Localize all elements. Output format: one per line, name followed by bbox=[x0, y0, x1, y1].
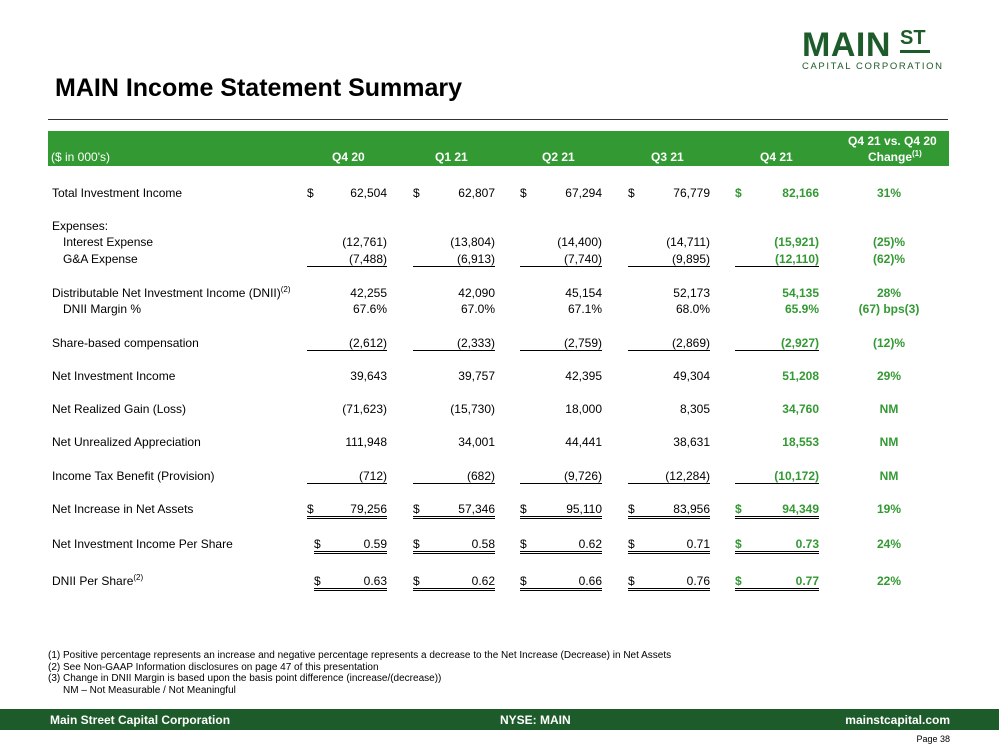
row-label: Share-based compensation bbox=[52, 336, 199, 350]
value-cell: 62,504 bbox=[350, 186, 387, 200]
logo-st-text: ST bbox=[900, 27, 926, 49]
change-cell: 29% bbox=[876, 369, 902, 383]
value-cell: 38,631 bbox=[673, 435, 710, 449]
value-cell: (2,927) bbox=[780, 336, 819, 350]
value-cell: (13,804) bbox=[450, 235, 495, 249]
currency-sign: $ bbox=[520, 186, 527, 200]
change-cell: NM bbox=[879, 402, 899, 416]
value-cell: 67,294 bbox=[565, 186, 602, 200]
header-q1-21: Q1 21 bbox=[435, 150, 468, 164]
value-cell: 42,395 bbox=[565, 369, 602, 383]
row-label bbox=[52, 574, 143, 588]
change-cell: (67) bps(3) bbox=[858, 302, 920, 316]
value-cell: (2,869) bbox=[671, 336, 710, 350]
table-row bbox=[0, 535, 999, 553]
row-label bbox=[52, 286, 291, 300]
value-cell: (2,333) bbox=[456, 336, 495, 350]
currency-sign: $ bbox=[520, 502, 527, 516]
currency-sign: $ bbox=[307, 186, 314, 200]
change-cell: (62)% bbox=[872, 252, 905, 266]
table-row bbox=[0, 184, 999, 202]
value-cell: 111,948 bbox=[345, 435, 387, 449]
currency-sign: $ bbox=[735, 502, 742, 516]
value-cell: 49,304 bbox=[673, 369, 710, 383]
row-label: Net Unrealized Appreciation bbox=[52, 435, 201, 449]
currency-sign: $ bbox=[735, 537, 742, 551]
value-cell: 52,173 bbox=[673, 286, 710, 300]
value-cell: (14,711) bbox=[666, 235, 710, 249]
value-cell: 67.6% bbox=[352, 302, 387, 316]
footnote-ref: (2) bbox=[133, 573, 144, 582]
value-cell: 67.0% bbox=[460, 302, 495, 316]
footnote-number: (2) bbox=[48, 661, 61, 673]
dnii-label-text: Distributable Net Investment Income (DNII) bbox=[52, 286, 281, 300]
header-change-text: Change bbox=[868, 150, 913, 164]
footnote-text: Positive percentage represents an increase and negative percentage represents a decrease to the Net Increase (Decrease) in Net Assets bbox=[63, 650, 672, 661]
row-label: Total Investment Income bbox=[52, 186, 183, 200]
value-cell: 68.0% bbox=[675, 302, 710, 316]
currency-sign: $ bbox=[735, 186, 742, 200]
header-change-line1: Q4 21 vs. Q4 20 bbox=[848, 134, 937, 148]
row-label: Net Increase in Net Assets bbox=[52, 502, 194, 516]
table-row bbox=[0, 367, 999, 385]
value-cell: 0.73 bbox=[795, 537, 819, 551]
value-cell: (12,284) bbox=[665, 469, 710, 483]
header-change-note: (1) bbox=[912, 149, 922, 158]
value-cell: 62,807 bbox=[458, 186, 495, 200]
footnote-ref: (2) bbox=[280, 285, 291, 294]
table-header bbox=[48, 131, 949, 166]
footnote-number: (1) bbox=[48, 650, 61, 661]
value-cell: (2,612) bbox=[348, 336, 387, 350]
logo-subtitle: CAPITAL CORPORATION bbox=[802, 61, 944, 72]
value-cell: (7,740) bbox=[563, 252, 602, 266]
table-row bbox=[0, 433, 999, 451]
value-cell: 0.66 bbox=[578, 574, 602, 588]
row-label: Income Tax Benefit (Provision) bbox=[52, 469, 215, 483]
currency-sign: $ bbox=[628, 574, 635, 588]
currency-sign: $ bbox=[628, 537, 635, 551]
value-cell: 94,349 bbox=[782, 502, 819, 516]
table-row bbox=[0, 233, 999, 251]
page-number: Page 38 bbox=[916, 734, 950, 744]
value-cell: 18,000 bbox=[565, 402, 602, 416]
footnote-text: Change in DNII Margin is based upon the basis point difference (increase/(decrease)) bbox=[63, 673, 442, 684]
footnote-1 bbox=[48, 650, 671, 662]
value-cell: 18,553 bbox=[782, 435, 819, 449]
value-cell: (15,730) bbox=[450, 402, 495, 416]
title-divider bbox=[48, 119, 948, 120]
value-cell: (6,913) bbox=[456, 252, 495, 266]
currency-sign: $ bbox=[314, 574, 321, 588]
currency-sign: $ bbox=[520, 574, 527, 588]
footnotes bbox=[48, 650, 671, 696]
value-cell: 54,135 bbox=[782, 286, 819, 300]
logo-main-text: MAIN bbox=[802, 26, 891, 64]
value-cell: 79,256 bbox=[350, 502, 387, 516]
value-cell: (12,761) bbox=[342, 235, 387, 249]
value-cell: 42,255 bbox=[350, 286, 387, 300]
currency-sign: $ bbox=[413, 186, 420, 200]
header-change-line2 bbox=[868, 150, 922, 164]
units-label: ($ in 000's) bbox=[51, 150, 110, 164]
value-cell: (9,895) bbox=[671, 252, 710, 266]
change-cell: NM bbox=[879, 469, 899, 483]
value-cell: (9,726) bbox=[563, 469, 602, 483]
value-cell: 82,166 bbox=[782, 186, 819, 200]
footer-ticker: NYSE: MAIN bbox=[500, 713, 571, 727]
value-cell: 76,779 bbox=[673, 186, 710, 200]
value-cell: 0.62 bbox=[578, 537, 602, 551]
footnote-2 bbox=[48, 662, 671, 674]
value-cell: 0.59 bbox=[363, 537, 387, 551]
currency-sign: $ bbox=[413, 502, 420, 516]
value-cell: 67.1% bbox=[567, 302, 602, 316]
footnote-text: See Non-GAAP Information disclosures on page 47 of this presentation bbox=[63, 661, 379, 673]
row-label: Net Realized Gain (Loss) bbox=[52, 402, 187, 416]
value-cell: 65.9% bbox=[784, 302, 819, 316]
dnii-per-share-label: DNII Per Share bbox=[52, 574, 134, 588]
row-label: Interest Expense bbox=[63, 235, 154, 249]
table-row bbox=[0, 250, 999, 268]
change-cell: (12)% bbox=[872, 336, 905, 350]
value-cell: 0.62 bbox=[471, 574, 495, 588]
currency-sign: $ bbox=[307, 502, 314, 516]
value-cell: (14,400) bbox=[557, 235, 602, 249]
value-cell: 0.77 bbox=[795, 574, 819, 588]
table-row bbox=[0, 334, 999, 352]
change-cell: 31% bbox=[876, 186, 902, 200]
value-cell: (7,488) bbox=[348, 252, 387, 266]
value-cell: 39,643 bbox=[350, 369, 387, 383]
footnote-number: (3) bbox=[48, 673, 61, 684]
value-cell: 34,001 bbox=[458, 435, 495, 449]
value-cell: 0.71 bbox=[686, 537, 710, 551]
value-cell: 42,090 bbox=[458, 286, 495, 300]
footnote-nm bbox=[48, 685, 671, 697]
change-cell: NM bbox=[879, 435, 899, 449]
row-label: Expenses: bbox=[52, 219, 109, 233]
row-label: Net Investment Income bbox=[52, 369, 176, 383]
value-cell: 45,154 bbox=[565, 286, 602, 300]
value-cell: (71,623) bbox=[342, 402, 387, 416]
table-row bbox=[0, 572, 999, 590]
value-cell: 83,956 bbox=[673, 502, 710, 516]
value-cell: 51,208 bbox=[782, 369, 819, 383]
value-cell: 44,441 bbox=[565, 435, 602, 449]
header-q4-20: Q4 20 bbox=[332, 150, 365, 164]
value-cell: (12,110) bbox=[774, 252, 819, 266]
value-cell: 0.76 bbox=[686, 574, 710, 588]
table-row bbox=[0, 467, 999, 485]
footer-bar bbox=[0, 709, 999, 730]
table-row bbox=[0, 400, 999, 418]
value-cell: (2,759) bbox=[563, 336, 602, 350]
currency-sign: $ bbox=[520, 537, 527, 551]
change-cell: (25)% bbox=[872, 235, 905, 249]
value-cell: (682) bbox=[466, 469, 495, 483]
footer-website: mainstcapital.com bbox=[845, 713, 950, 727]
currency-sign: $ bbox=[628, 186, 635, 200]
value-cell: 57,346 bbox=[458, 502, 495, 516]
footer-company: Main Street Capital Corporation bbox=[50, 713, 231, 727]
currency-sign: $ bbox=[413, 537, 420, 551]
row-label: DNII Margin % bbox=[63, 302, 142, 316]
logo-st-underline bbox=[900, 50, 930, 53]
change-cell: 28% bbox=[876, 286, 902, 300]
currency-sign: $ bbox=[314, 537, 321, 551]
change-cell: 19% bbox=[876, 502, 902, 516]
change-cell: 24% bbox=[876, 537, 902, 551]
value-cell: 95,110 bbox=[566, 502, 602, 516]
row-label: G&A Expense bbox=[63, 252, 138, 266]
value-cell: 8,305 bbox=[679, 402, 710, 416]
page-title: MAIN Income Statement Summary bbox=[55, 74, 463, 102]
value-cell: (712) bbox=[358, 469, 387, 483]
row-label: Net Investment Income Per Share bbox=[52, 537, 233, 551]
header-q2-21: Q2 21 bbox=[542, 150, 575, 164]
table-row bbox=[0, 500, 999, 518]
header-q3-21: Q3 21 bbox=[651, 150, 684, 164]
value-cell: 39,757 bbox=[458, 369, 495, 383]
currency-sign: $ bbox=[735, 574, 742, 588]
currency-sign: $ bbox=[628, 502, 635, 516]
currency-sign: $ bbox=[413, 574, 420, 588]
footnote-text: NM – Not Measurable / Not Meaningful bbox=[63, 684, 236, 696]
value-cell: 34,760 bbox=[782, 402, 819, 416]
footnote-3 bbox=[48, 673, 671, 685]
value-cell: (15,921) bbox=[774, 235, 819, 249]
table-row bbox=[0, 300, 999, 318]
value-cell: 0.63 bbox=[363, 574, 387, 588]
change-cell: 22% bbox=[876, 574, 902, 588]
header-q4-21: Q4 21 bbox=[760, 150, 793, 164]
value-cell: (10,172) bbox=[774, 469, 819, 483]
value-cell: 0.58 bbox=[471, 537, 495, 551]
